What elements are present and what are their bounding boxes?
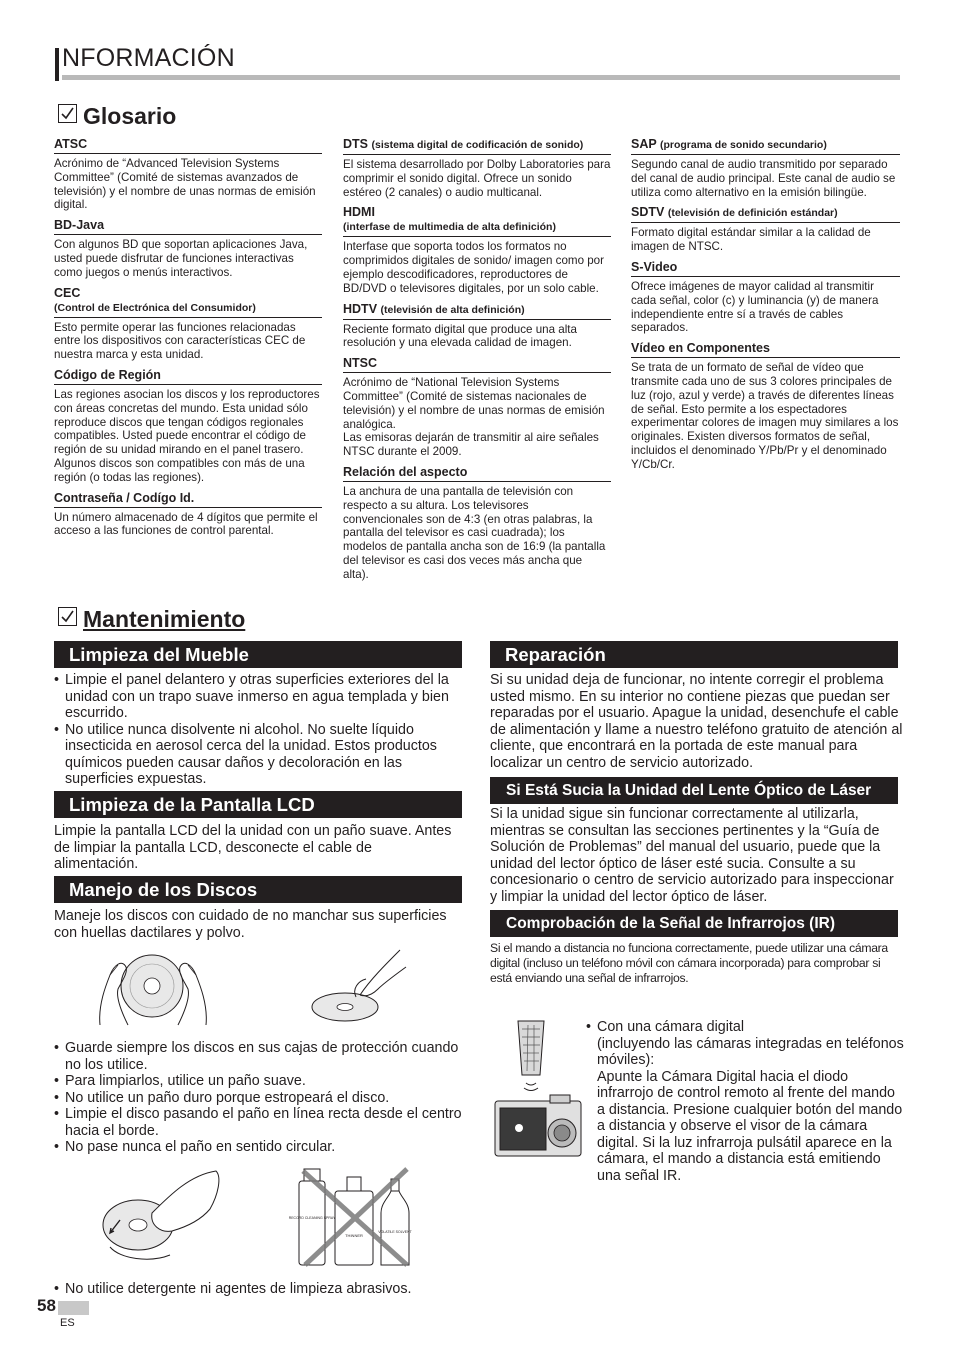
list-item: • No utilice nunca disolvente ni alcohol. No suelte líquido insecticida en aerosol cerca del la unidad. Estos productos químicos pueden causar daños y decoloración en las superficies expuestas. <box>54 722 464 788</box>
list-item: • Para limpiarlos, utilice un paño suave. <box>54 1073 464 1090</box>
glossary-term <box>54 368 322 385</box>
list-item: • Limpie el disco pasando el paño en línea recta desde el centro hacia el borde. <box>54 1106 464 1139</box>
glossary-definition: Acrónimo de “Advanced Television Systems Committee” (Comité de sistemas avanzados de televisión) y el nombre de unas normas de emisión digital. <box>54 157 316 212</box>
bottle-label-solvent: VOLATILE SOLVENT <box>378 1230 412 1234</box>
repair-heading: Reparación <box>490 641 898 668</box>
hands-holding-disc-illustration <box>88 945 228 1027</box>
glossary-term <box>343 137 611 155</box>
glossary-term-label: Contraseña / Codígo Id. <box>54 490 195 505</box>
glossary-term <box>343 356 611 373</box>
glossary-term-label: DTS <box>343 137 368 151</box>
cabinet-cleaning-heading: Limpieza del Mueble <box>54 641 462 668</box>
glossary-definition: El sistema desarrollado por Dolby Laboratories para comprimir el sonido digital. Ofrece un sonido estéreo (2 canales) o audio multicanal. <box>343 158 611 199</box>
header-bar <box>55 48 59 81</box>
glossary-term-subtitle: (sistema digital de codificación de sonido) <box>371 139 584 151</box>
glossary-term-label: SAP <box>631 137 657 151</box>
glossary-term <box>631 137 900 155</box>
cabinet-cleaning-text <box>54 672 464 788</box>
glossary-term-label: S-Video <box>631 259 678 274</box>
ir-camera-instructions <box>586 1019 904 1184</box>
page-number-bar <box>58 1301 89 1315</box>
glossary-term-label: Vídeo en Componentes <box>631 341 770 356</box>
hand-holding-disc-edge-illustration <box>300 945 410 1027</box>
page-title: NFORMACIÓN <box>62 44 235 72</box>
glossary-definition: Segundo canal de audio transmitido por separado del canal de audio principal. Este canal de audio se utiliza como alternativo en la emisión bilingüe. <box>631 158 896 199</box>
laser-lens-heading: Si Está Sucia la Unidad del Lente Óptico de Láser <box>490 777 898 804</box>
disc-handling-heading: Manejo de los Discos <box>54 876 462 903</box>
glossary-term-subtitle: (programa de sonido secundario) <box>659 139 827 151</box>
glossary-definition: Ofrece imágenes de mayor calidad al transmitir cada señal, color (c) y luminancia (y) de manera independiente entre sí a través de cables separados. <box>631 279 879 335</box>
glossary-term-label: CEC <box>54 285 81 300</box>
glossary-term <box>54 137 322 154</box>
bottle-label-thinner: THINNER <box>345 1233 363 1238</box>
list-item: • Limpie el panel delantero y otras superficies exteriores del la unidad con un trapo suave inmerso en agua templada y bien escurrido. <box>54 672 464 722</box>
glossary-term <box>631 205 900 223</box>
lcd-cleaning-text: Limpie la pantalla LCD del la unidad con un paño suave. Antes de limpiar la pantalla LCD, desconecte el cable de alimentación. <box>54 823 452 872</box>
glossary-term-label: Código de Región <box>54 367 161 382</box>
glossary-definition: Un número almacenado de 4 dígitos que permite el acceso a las funciones de control parental. <box>54 510 318 538</box>
checkbox-icon <box>58 607 77 626</box>
glossary-column-2 <box>343 137 611 588</box>
disc-care-list <box>54 1040 464 1156</box>
glossary-term-subtitle: (televisión de alta definición) <box>380 303 525 316</box>
wiping-disc-illustration <box>90 1165 230 1265</box>
glossary-term-subtitle: (Control de Electrónica del Consumidor) <box>54 301 256 314</box>
glossary-term-subtitle: (interfase de multimedia de alta definición) <box>343 221 556 234</box>
glossary-definition: Formato digital estándar similar a la calidad de imagen de NTSC. <box>631 226 871 254</box>
glossary-definition: Acrónimo de “National Television Systems Committee” (Comité de sistemas nacionales de televisión) y el nombre de unas normas de emisión analógica. Las emisoras dejarán de transmitir al aire señales NTSC durante el 2009. <box>343 376 605 459</box>
bottle-label-spray: RECORD CLEANING SPRAY <box>288 1216 336 1220</box>
glossary-term-subtitle: (televisión de definición estándar) <box>667 207 838 220</box>
glossary-term <box>631 260 900 277</box>
list-item: • No pase nunca el paño en sentido circular. <box>54 1139 464 1156</box>
lcd-cleaning-heading: Limpieza de la Pantalla LCD <box>54 791 462 818</box>
glossary-term-label: Relación del aspecto <box>343 464 468 479</box>
repair-text: Si su unidad deja de funcionar, no intente corregir el problema usted mismo. En su interior no contiene piezas que puedan ser reparadas por el usuario. Apague la unidad, desenchufe el cable de alimentación y llame a nuestro teléfono gratuito de atención al cliente, que encontrará en la portada de este manual para localizar un centro de servicio autorizado. <box>490 672 903 771</box>
glossary-definition: Reciente formato digital que produce una alta resolución y una elevada calidad de imagen. <box>343 322 577 350</box>
glossary-term <box>54 286 322 318</box>
glossary-term <box>343 465 611 482</box>
cleaning-products-prohibited-illustration <box>288 1163 420 1268</box>
glossary-definition: Esto permite operar las funciones relacionadas entre los dispositivos con características CEC de nuestra marca y esta unidad. <box>54 320 306 362</box>
disc-handling-text: Maneje los discos con cuidado de no manchar sus superficies con huellas dactilares y polvo. <box>54 908 447 941</box>
glossary-column-3 <box>631 137 900 478</box>
glossary-definition: La anchura de una pantalla de televisión con respecto a su altura. Los televisores convencionales son de 4:3 (en otras palabras, la pantalla del televisor es casi cuadrada); los modelos de pantalla ancha son de 16:9 (la pantalla del televisor es casi dos veces más ancha que alta). <box>343 484 606 581</box>
glossary-term <box>343 302 611 320</box>
language-code: ES <box>60 1317 75 1329</box>
glossary-term <box>343 205 611 237</box>
glossary-column-1 <box>54 137 322 544</box>
glossary-definition: Interfase que soporta todos los formatos no comprimidos digitales de sonido/ imagen como por ejemplo descodificadores, reproductores de BD/DVD o televisores digitales, por un solo cable. <box>343 240 604 295</box>
list-item: • No utilice un paño duro porque estropeará el disco. <box>54 1090 464 1107</box>
detergent-warning <box>54 1281 474 1298</box>
list-item: • Con una cámara digital (incluyendo las cámaras integradas en teléfonos móviles): Apunte la Cámara Digital hacia el diodo infrarrojo de control remoto al frente del mando a distancia. Presione cualquier botón del mando a distancia y observe el visor de la cámara digital. Si la luz infrarroja pulsátil aparece en la cámara, el mando a distancia está emitiendo una señal IR. <box>586 1019 904 1184</box>
glossary-term-label: NTSC <box>343 356 378 371</box>
checkbox-icon <box>58 104 77 123</box>
glossary-definition: Con algunos BD que soportan aplicaciones Java, usted puede disfrutar de funciones interactivas como juegos o menús interactivos. <box>54 238 308 279</box>
glossary-heading: Glosario <box>58 103 176 130</box>
glossary-term-label: ATSC <box>54 137 88 151</box>
glossary-term-label: HDTV <box>343 301 378 316</box>
glossary-definition: Se trata de un formato de señal de vídeo que transmite cada uno de sus 3 colores principales de luz (rojo, azul y verde) a través de diferentes líneas de señal. Esto permite a los espectadores experimentar colores de imagen muy similares a los originales. Existen diversos formatos de señal, incluidos el denominado Y/Pb/Pr y el denominado Y/Cb/Cr. <box>631 361 899 471</box>
page-number: 58 <box>37 1296 56 1315</box>
glossary-term <box>54 491 322 508</box>
glossary-term-label: HDMI <box>343 205 375 220</box>
glossary-definition: Las regiones asocian los discos y los reproductores con áreas concretas del mundo. Esta unidad sólo reproduce discos que tengan códigos regionales compatibles. Usted puede encontrar el código de región de su unidad mirando en el panel trasero. Algunos discos son compatibles con más de una región (o todas las regiones). <box>54 387 320 484</box>
ir-check-text: Si el mando a distancia no funciona correctamente, puede utilizar una cámara digital (incluso un teléfono móvil con cámara incorporada) para comprobar si está enviando una señal de infrarrojos. <box>490 941 888 985</box>
list-item: • Guarde siempre los discos en sus cajas de protección cuando no los utilice. <box>54 1040 464 1073</box>
remote-and-camera-illustration <box>492 1015 584 1160</box>
laser-lens-text: Si la unidad sigue sin funcionar correctamente al utilizarla, mientras se consultan las secciones pertinentes y la “Guía de Solución de Problemas” del manual del usuario, puede que la unidad del lector óptico de láser esté sucia. Consulte a su concesionario o centro de servicio autorizado para inspeccionar y limpiar la unidad del lector óptico de láser. <box>490 806 894 905</box>
ir-check-heading: Comprobación de la Señal de Infrarrojos (IR) <box>490 910 898 937</box>
glossary-term <box>631 341 900 358</box>
maintenance-heading: Mantenimiento <box>58 606 245 633</box>
glossary-term-label: BD-Java <box>54 218 105 233</box>
header-rule <box>62 75 900 80</box>
glossary-term <box>54 218 322 235</box>
glossary-term-label: SDTV <box>631 205 665 220</box>
list-item: • No utilice detergente ni agentes de limpieza abrasivos. <box>54 1281 474 1298</box>
